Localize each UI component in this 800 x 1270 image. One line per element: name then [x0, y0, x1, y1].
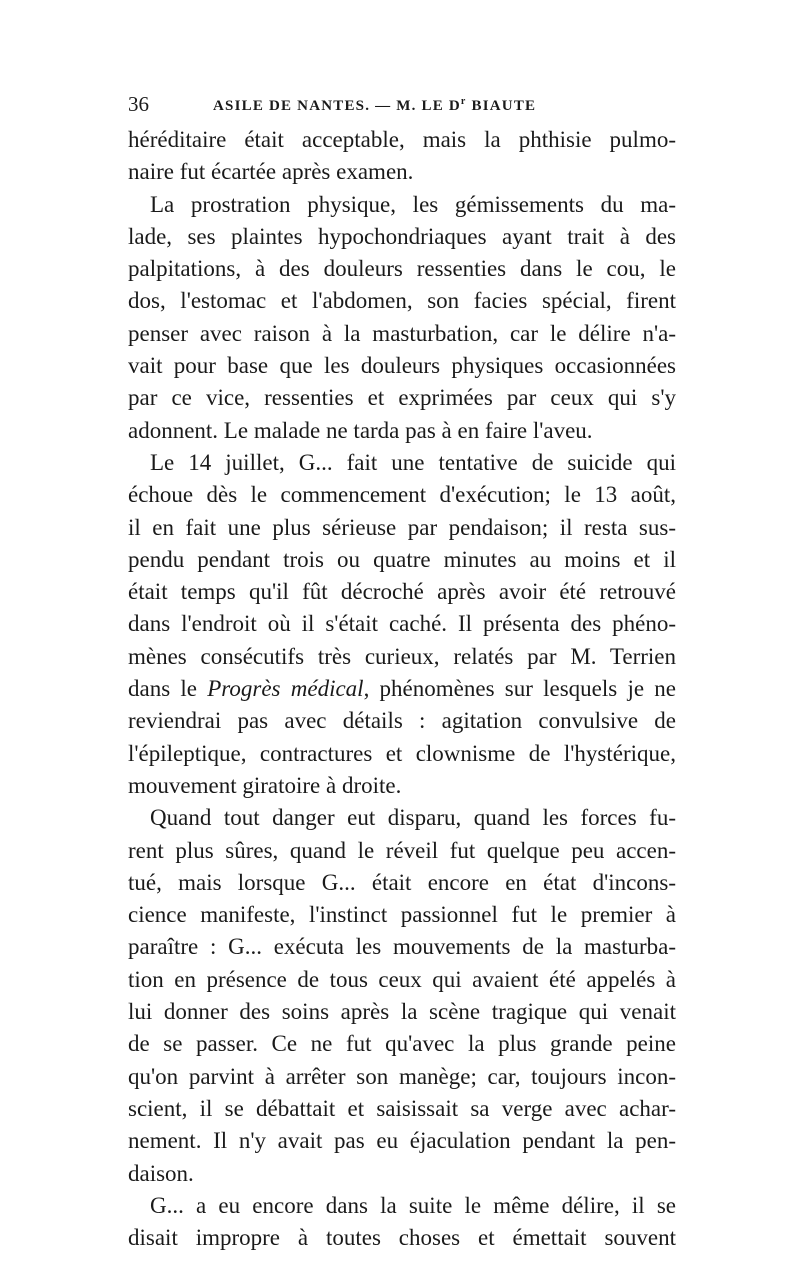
text-line: reviendrai pas avec détails : agitation convulsive de — [128, 708, 676, 734]
text-line: héréditaire était acceptable, mais la phthisie pulmo- — [128, 127, 676, 152]
text-segment: dans le — [128, 676, 208, 702]
text-line: lade, ses plaintes hypochondriaques ayant trait à des — [128, 223, 676, 249]
running-head — [128, 92, 676, 116]
text-line: lui donner des soins après la scène tragique qui venait — [128, 999, 676, 1025]
text-line: échoue dès le commencement d'exécution; le 13 août, — [128, 482, 676, 508]
header-title-sup: r — [460, 96, 467, 107]
text-line: mènes consécutifs très curieux, relatés par M. Terrien — [128, 643, 676, 669]
text-line: scient, il se débattait et saisissait sa verge avec achar- — [128, 1095, 676, 1121]
text-line: disait impropre à toutes choses et émettait souvent — [128, 1225, 676, 1251]
text-line: il en fait une plus sérieuse par pendaison; il resta sus- — [128, 514, 676, 540]
text-line: naire fut écartée après examen. — [128, 159, 414, 185]
page-number: 36 — [128, 92, 149, 116]
text-line — [128, 673, 676, 705]
text-line: l'épileptique, contractures et clownisme de l'hystérique, — [128, 740, 676, 766]
text-line: penser avec raison à la masturbation, car le délire n'a- — [128, 320, 676, 346]
text-line: paraître : G... exécuta les mouvements de la masturba- — [128, 934, 676, 960]
text-line: La prostration physique, les gémissements du ma- — [150, 191, 676, 217]
text-line: de se passer. Ce ne fut qu'avec la plus grande peine — [128, 1031, 676, 1057]
text-line: vait pour base que les douleurs physiques occasionnées — [128, 353, 676, 379]
text-segment: , phénomènes sur lesquels je ne — [363, 676, 676, 702]
text-line: nement. Il n'y avait pas eu éjaculation pendant la pen- — [128, 1128, 676, 1154]
header-title-main: ASILE DE NANTES. — M. LE D — [213, 98, 461, 114]
text-line: par ce vice, ressenties et exprimées par ceux qui s'y — [128, 385, 676, 411]
text-line: pendu pendant trois ou quatre minutes au moins et il — [128, 546, 676, 572]
text-line: Quand tout danger eut disparu, quand les forces fu- — [150, 805, 676, 831]
text-line: adonnent. Le malade ne tarda pas à en faire l'aveu. — [128, 417, 593, 443]
header-title-end: BIAUTE — [466, 98, 537, 114]
journal-title: Progrès médical — [207, 676, 364, 702]
text-line: tué, mais lorsque G... était encore en état d'incons- — [128, 869, 676, 895]
text-line: palpitations, à des douleurs ressenties dans le cou, le — [128, 256, 676, 282]
text-line: Le 14 juillet, G... fait une tentative de suicide qui — [150, 449, 676, 475]
text-line: dos, l'estomac et l'abdomen, son facies spécial, firent — [128, 288, 676, 314]
body-text — [128, 124, 676, 1254]
header-title — [213, 96, 536, 115]
text-line: G... a eu encore dans la suite le même délire, il se — [150, 1192, 676, 1218]
text-line: qu'on parvint à arrêter son manège; car, toujours incon- — [128, 1063, 676, 1089]
text-line: rent plus sûres, quand le réveil fut quelque peu accen- — [128, 837, 676, 863]
text-line: mouvement giratoire à droite. — [128, 772, 402, 798]
text-line: cience manifeste, l'instinct passionnel fut le premier à — [128, 902, 676, 928]
text-line: tion en présence de tous ceux qui avaient été appelés à — [128, 966, 676, 992]
text-line: était temps qu'il fût décroché après avoir été retrouvé — [128, 579, 676, 605]
text-line: dans l'endroit où il s'était caché. Il présenta des phéno- — [128, 611, 676, 637]
text-line: daison. — [128, 1160, 194, 1186]
